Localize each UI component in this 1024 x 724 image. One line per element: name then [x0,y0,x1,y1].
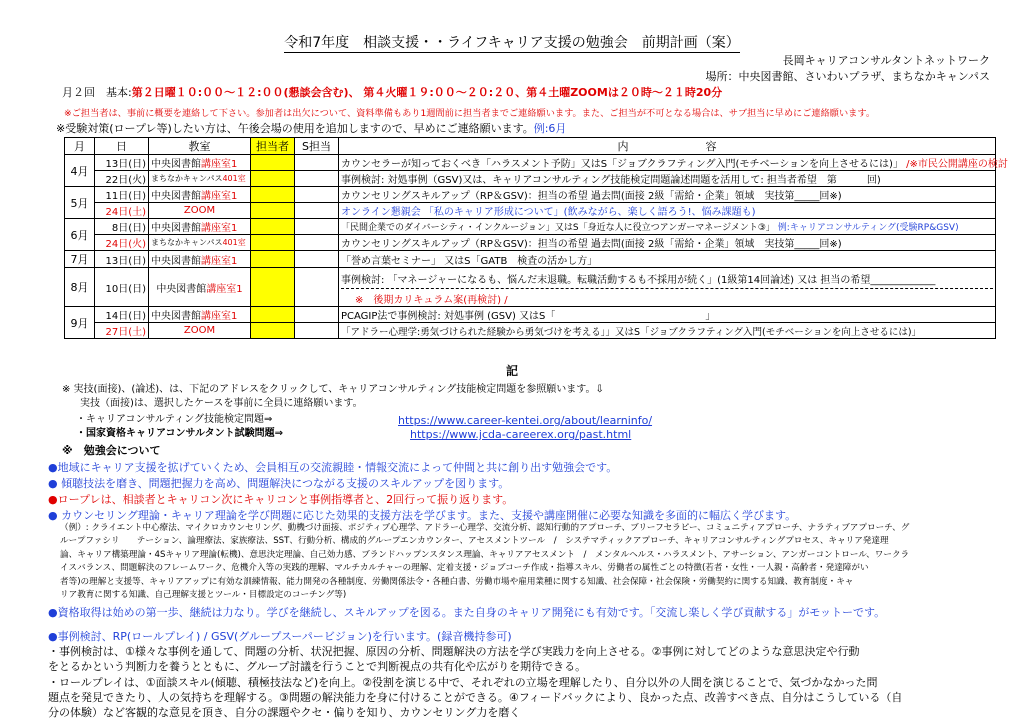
table-row [65,268,996,307]
content-cell: 事例検討: 対処事例（GSV)又は、キャリアコンサルティング技能検定問題論述問題を活用して: 担当者希望 第 回) [339,171,996,187]
frequency-prefix: 月２回 基本: [62,86,132,99]
room-cell [149,323,251,339]
ki-heading: 記 [505,364,518,378]
room-number: 講座室1 [201,311,238,322]
bullet-1: ●地域にキャリア支援を拡げていくため、会員相互の交流親睦・情報交流によって仲間と共に創り出す勉強会です。 [48,461,618,474]
frequency-line [62,84,722,100]
about-header: ※ 勉強会について [62,444,161,457]
content-cell: 「アドラー心理学:勇気づけられた経験から勇気づけを考える」」又はS「ジョブクラフティング入門(モチベーションを向上させるには)」 [339,323,996,339]
sub-cell[interactable] [295,251,339,268]
examples-line: リア教育に関する知識、自己理解支援とツール・目標設定のコーチング等) [60,590,347,601]
link2-label: ・国家資格キャリアコンサルタント試験問題⇒ [76,428,283,439]
tantou-cell[interactable] [251,323,295,339]
day-cell: 11日(日) [95,187,149,203]
page-title: 令和7年度 相談支援・・ライフキャリア支援の勉強会 前期計画（案） [284,35,740,51]
paragraph-line: 題点を発見できたり、人の気持ちを理解する。③問題の解決能力を身に付けることができる。④フィードバックにより、良かった点、改善すべき点、自分はこうしている（自 [48,691,903,704]
organization-name: 長岡キャリアコンサルタントネットワーク [782,54,990,67]
room-zoom: ZOOM [183,325,216,336]
room-name: 中央図書館 [151,311,201,322]
content-note: ※ 後期カリキュラム案(再検討) / [355,294,508,306]
sub-cell[interactable] [295,307,339,323]
examples-line: 者等)の理解と支援等、キャリアアップに有効な訓練情報、能力開発の各種制度、労働関係法令・各種白書、労働市場や雇用業種に関する知識、社会保障・社会保険・労働契約に関する知識、教育制度・キャ [60,576,854,587]
content-note: 例:キャリアコンサルティング(受験RP&GSV) [777,223,959,233]
sub-cell[interactable] [295,219,339,235]
tantou-cell[interactable] [251,171,295,187]
sub-cell[interactable] [295,187,339,203]
tantou-cell[interactable] [251,187,295,203]
table-row [65,323,996,339]
table-row [65,203,996,219]
header-day: 日 [95,138,149,155]
exam-prep-example: 例:6月 [533,122,567,135]
room-number: 401室 [222,174,246,183]
paragraph-line: をとるかという判断力を養うとともに、グループ討議を行うことで判断視点の共有化や広がりを期待できる。 [48,660,587,673]
content-note: /※市民公開講座の検討 [906,159,1008,170]
sub-cell[interactable] [295,171,339,187]
month-cell: 9月 [65,307,95,339]
tantou-cell[interactable] [251,268,295,307]
examples-block [60,522,909,602]
room-number: 講座室1 [201,255,238,267]
room-number: 401室 [222,238,246,247]
table-row [65,187,996,203]
day-cell: 13日(日) [95,251,149,268]
exam-prep-note [56,120,566,136]
day-cell: 27日(土) [95,323,149,339]
room-name: 中央図書館 [156,283,207,295]
month-cell: 5月 [65,187,95,219]
sub-cell[interactable] [295,323,339,339]
room-number: 講座室1 [206,283,243,295]
day-text: 22日(火) [105,175,146,186]
examples-line: 論、キャリア構築理論・4Sキャリア理論(転機)、意思決定理論、自己効力感、ブランドハップンスタンス理論、キャリアアセスメント / メンタルヘルス・ハラスメント、アサーション、アンガーコントロール、ワークラ [60,549,910,560]
room-name: 中央図書館 [151,191,201,202]
bullet-qualification: ●資格取得は始めの第一歩、継続は力なり。学びを継続し、スキルアップを図る。また自身のキャリア開発にも有効です。「交流し楽しく学び貢献する」がモットーです。 [48,606,886,619]
venue-line: 場所：中央図書館、さいわいプラザ、まちなかキャンパス [705,70,990,83]
room-cell [149,155,251,171]
content-cell: オンライン懇親会 「私のキャリア形成について」(飲みながら、楽しく語ろう!、悩み課題も) [339,203,996,219]
table-row [65,235,996,251]
paragraph-line: ・ロールプレイは、①面談スキル(傾聴、積極技法など)を向上。②役割を演じる中で、それぞれの立場を理解したり、自分以外の人間を演じることで、気づかなかった問 [48,676,878,689]
room-name: まちなかキャンパス [151,238,223,247]
room-cell [149,219,251,235]
table-row [65,171,996,187]
table-row [65,155,996,171]
day-cell: 13日(日) [95,155,149,171]
day-cell [95,171,149,187]
room-number: 講座室1 [201,223,238,234]
room-name: 中央図書館 [151,159,201,170]
examples-line: イスバランス、問題解決のフレームワーク、危機介入等の実践的理解、マルチカルチャーの理解、定着支援・ジョブコーチ作成・指導スキル、労働者の属性ごとの特徴(若者・女性・一人親・高齢者・発達障がい [60,563,869,574]
room-cell [149,251,251,268]
header-tantou: 担当者 [251,138,295,155]
sub-cell[interactable] [295,155,339,171]
examples-line: ループファシリ テーション、論理療法、家族療法、SST、行動分析、構成的グループエンカウンター、アセスメントツール / システマティックアプローチ、キャリアコンサルティングプロセス、キャリア発達理 [60,536,889,547]
table-row [65,219,996,235]
link-jcda-careerex[interactable]: https://www.jcda-careerex.org/past.html [410,428,632,441]
table-row [65,307,996,323]
content-text: 事例検討: 「マネージャーになるも、悩んだ末退職。転職活動するも不採用が続く」(1級第14回論述) 又は 担当の希望_____________ [341,269,993,289]
schedule-table [64,137,1008,339]
room-zoom: ZOOM [183,205,216,216]
room-number: 講座室1 [201,191,238,202]
tantou-cell[interactable] [251,219,295,235]
day-cell: 10日(日) [95,268,149,307]
room-cell [149,187,251,203]
bullet-3: ●ロープレは、相談者とキャリコン次にキャリコンと事例指導者と、2回行って振り返ります。 [48,493,514,506]
paragraph-line: ・事例検討は、①様々な事例を通して、問題の分析、状況把握、原因の分析、問題解決の方法を学び実践力を向上させる。②事例に対してどのような意思決定や行動 [48,645,860,658]
link1-label: ・キャリアコンサルティング技能検定問題⇒ [76,414,273,425]
content-cell [339,219,996,235]
bullet-case-study [48,628,512,644]
month-cell: 8月 [65,268,95,307]
room-cell [149,203,251,219]
room-name: まちなかキャンパス [151,174,223,183]
bullet-2: ● 傾聴技法を磨き、問題把握力を高め、問題解決につながる支援のスキルアップを図ります。 [48,477,510,490]
paragraph-line: 分の体験）など客観的な意見を頂き、自分の課題やクセ・偏りを知り、カウンセリング力を磨く [48,706,521,719]
tantou-cell[interactable] [251,203,295,219]
room-cell [149,268,251,307]
content-cell: PCAGIP法で事例検討: 対処事例 (GSV) 又はS「 」 [339,307,996,323]
month-cell: 6月 [65,219,95,251]
room-cell [149,235,251,251]
table-row [65,251,996,268]
jitsugi-note: ※ 実技(面接)、(論述)、は、下記のアドレスをクリックして、キャリアコンサルティング技能検定問題を参照願います。⇩ [62,384,604,395]
exam-prep-text: ※受験対策(ロープレ等)したい方は、午後会場の使用を追加しますので、早めにご連絡願います。 [56,122,534,135]
content-cell [339,268,996,307]
content-cell [339,155,1008,171]
content-cell: 「誉め言葉セミナー」 又はS「GATB 検査の活かし方」 [339,251,996,268]
content-text: カウンセラーが知っておくべき「ハラスメント予防」又はS「ジョブクラフティング入門(モチベーションを向上させるには)」 [341,159,903,170]
sub-cell[interactable] [295,203,339,219]
jitsugi-note-2: 実技（面接)は、選択したケースを事前に全員に連絡願います。 [80,398,363,409]
tantou-cell[interactable] [251,235,295,251]
day-cell: 24日(土) [95,203,149,219]
header-month: 月 [65,138,95,155]
case-study-paragraph [48,644,860,674]
room-name: 中央図書館 [151,255,201,267]
room-number: 講座室1 [201,159,238,170]
content-cell: カウンセリングスキルアップ（RP＆GSV)：担当の希望 過去問(面接 2級「需給・企業」領域 実技第_____回※) [339,187,996,203]
frequency-schedule: 第２日曜１０:００～１２:００(懇談会含む)、 第４火曜１９:００～２０:２０、第４土曜ZOOMは２０時～２１時20分 [131,86,723,99]
examples-line: （例）: クライエント中心療法、マイクロカウンセリング、動機づけ面接、ポジティブ心理学、アドラー心理学、交流分析、認知行動的アプローチ、ブリーフセラピー、コミュニティアプローチ、ナラティブアプローチ、グ [60,523,910,533]
sub-cell[interactable] [295,268,339,307]
tantou-cell[interactable] [251,251,295,268]
organizer-note: ※ご担当者は、事前に概要を連絡して下さい。参加者は出欠について、資料準備もあり1週間前に担当者までご連絡願います。また、ご担当が不可となる場合は、サブ担当に早めにご連絡願います。 [64,108,876,119]
month-cell: 7月 [65,251,95,268]
case-study-main: ●事例検討、RP(ロールプレイ) / GSV(グループスーパービジョン)を行います。 [48,630,438,643]
case-study-note: (録音機持参可) [437,630,512,643]
roleplay-paragraph [48,675,902,720]
room-cell [149,307,251,323]
content-text: 「民間企業でのダイバーシティ・インクルージョン」又はS「身近な人に役立つアンガーマネージメント③」 [341,223,775,233]
header-sub: S担当 [295,138,339,155]
day-cell: 24日(火) [95,235,149,251]
day-cell: 14日(日) [95,307,149,323]
bullet-4: ● カウンセリング理論・キャリア理論を学び問題に応じた効果的支援方法を学びます。また、支援や講座開催に必要な知識を多面的に幅広く学びます。 [48,509,797,522]
link-career-kentei[interactable]: https://www.career-kentei.org/about/learninfo/ [398,414,653,427]
tantou-cell[interactable] [251,307,295,323]
header-room: 教室 [149,138,251,155]
room-name: 中央図書館 [151,223,201,234]
header-content: 内 容 [339,138,996,155]
table-header-row [65,138,996,155]
day-cell: 8日(日) [95,219,149,235]
sub-cell[interactable] [295,235,339,251]
tantou-cell[interactable] [251,155,295,171]
room-cell [149,171,251,187]
month-cell: 4月 [65,155,95,187]
content-cell: カウンセリングスキルアップ（RP＆GSV)：担当の希望 過去問(面接 2級「需給・企業」領域 実技第_____回※) [339,235,996,251]
